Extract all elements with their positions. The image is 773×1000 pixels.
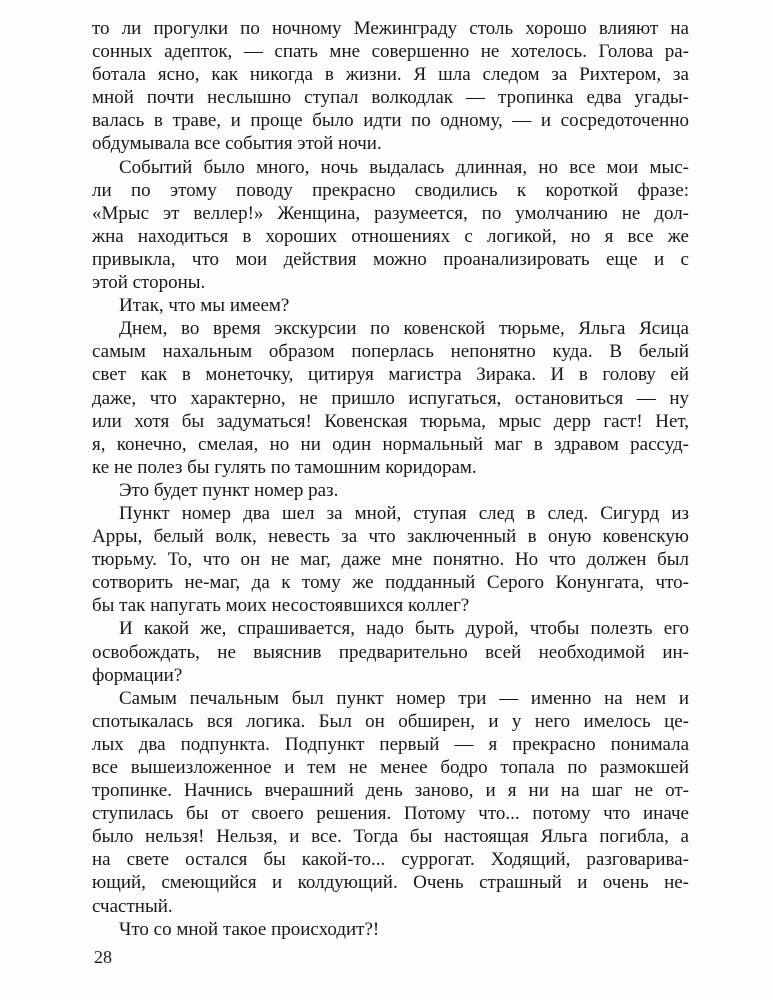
- page-number: 28: [94, 947, 112, 967]
- text-line: Днем, во время экскурсии по ковенской тюрьме, Яльга Ясица: [119, 318, 689, 340]
- text-line: лых два подпункта. Подпункт первый — я прекрасно понимала: [92, 733, 689, 755]
- text-line: я, конечно, смелая, но ни один нормальный маг в здравом рассуд-: [92, 433, 689, 455]
- text-line: И какой же, спрашивается, надо быть дурой, чтобы полезть его: [119, 618, 689, 640]
- paragraph: [92, 479, 689, 502]
- text-line: было нельзя! Нельзя, и все. Тогда бы настоящая Яльга погибла, а: [92, 826, 689, 848]
- text-line: ке не полез бы гулять по тамошним коридорам.: [92, 456, 477, 478]
- text-line: мной почти неслышно ступал волкодлак — тропинка едва угады-: [92, 87, 689, 109]
- paragraph: [92, 294, 689, 317]
- text-line: ли по этому поводу прекрасно сводились к короткой фразе:: [92, 179, 689, 201]
- text-line: Арры, белый волк, невесть за что заключенный в оную ковенскую: [92, 526, 689, 548]
- paragraph: [92, 918, 689, 941]
- text-line: спотыкалась вся логика. Был он обширен, и у него имелось це-: [92, 710, 689, 732]
- text-line: ющий, смеющийся и колдующий. Очень страшный и очень не-: [92, 872, 689, 894]
- text-line: или хотя бы задуматься! Ковенская тюрьма, мрыс дерр гаст! Нет,: [92, 410, 689, 432]
- text-line: свет как в монеточку, цитируя магистра Зирака. И в голову ей: [92, 364, 689, 386]
- text-line: ботала ясно, как никогда в жизни. Я шла следом за Рихтером, за: [92, 64, 689, 86]
- text-line: все вышеизложенное и тем не менее бодро топала по размокшей: [92, 757, 689, 778]
- text-line: сотворить не-маг, да к тому же подданный Серого Конунгата, что-: [92, 572, 689, 594]
- text-line: освобождать, не выяснив предварительно всей необходимой ин-: [92, 641, 689, 663]
- text-line: Самым печальным был пункт номер три — именно на нем и: [119, 687, 689, 709]
- text-line: Что со мной такое происходит?!: [119, 918, 380, 940]
- text-line: счастный.: [92, 895, 173, 917]
- paragraph: [92, 17, 689, 156]
- text-line: валась в траве, и проще было идти по одному, — и сосредоточенно: [92, 110, 689, 132]
- text-line: тропинке. Начнись вчерашний день заново, и я ни на шаг не от-: [92, 780, 689, 802]
- text-line: формации?: [92, 664, 183, 686]
- paragraph: [92, 687, 689, 918]
- text-line: даже, что характерно, не пришло испугаться, остановиться — ну: [92, 387, 689, 409]
- text-line: Событий было много, ночь выдалась длинная, но все мои мыс-: [119, 156, 689, 178]
- text-line: сонных адепток, — спать мне совершенно не хотелось. Голова ра-: [92, 41, 689, 63]
- text-line: Пункт номер два шел за мной, ступая след в след. Сигурд из: [119, 502, 689, 524]
- paragraph: [92, 502, 689, 617]
- paragraph: [92, 317, 689, 479]
- page-text: [92, 17, 689, 941]
- text-line: этой стороны.: [92, 272, 206, 294]
- text-line: самым нахальным образом поперлась непонятно куда. В белый: [92, 341, 689, 363]
- text-line: бы так напугать моих несостоявшихся коллег?: [92, 595, 470, 617]
- text-line: ступилась бы от своего решения. Потому что... потому что иначе: [92, 803, 689, 825]
- text-line: жна находиться в хороших отношениях с логикой, но я все же: [92, 225, 689, 247]
- text-line: то ли прогулки по ночному Межинграду столь хорошо влияют на: [92, 18, 689, 39]
- paragraph: [92, 617, 689, 686]
- text-line: обдумывала все события этой ночи.: [92, 133, 382, 155]
- text-line: Итак, что мы имеем?: [119, 295, 290, 317]
- text-line: «Мрыс эт веллер!» Женщина, разумеется, по умолчанию не дол-: [92, 202, 689, 224]
- text-line: Это будет пункт номер раз.: [119, 479, 339, 501]
- text-line: на свете остался бы какой-то... суррогат. Ходящий, разговарива-: [92, 849, 689, 871]
- text-line: привыкла, что мои действия можно проанализировать еще и с: [92, 248, 689, 270]
- text-line: тюрьму. То, что он не маг, даже мне понятно. Но что должен был: [92, 549, 689, 571]
- paragraph: [92, 156, 689, 295]
